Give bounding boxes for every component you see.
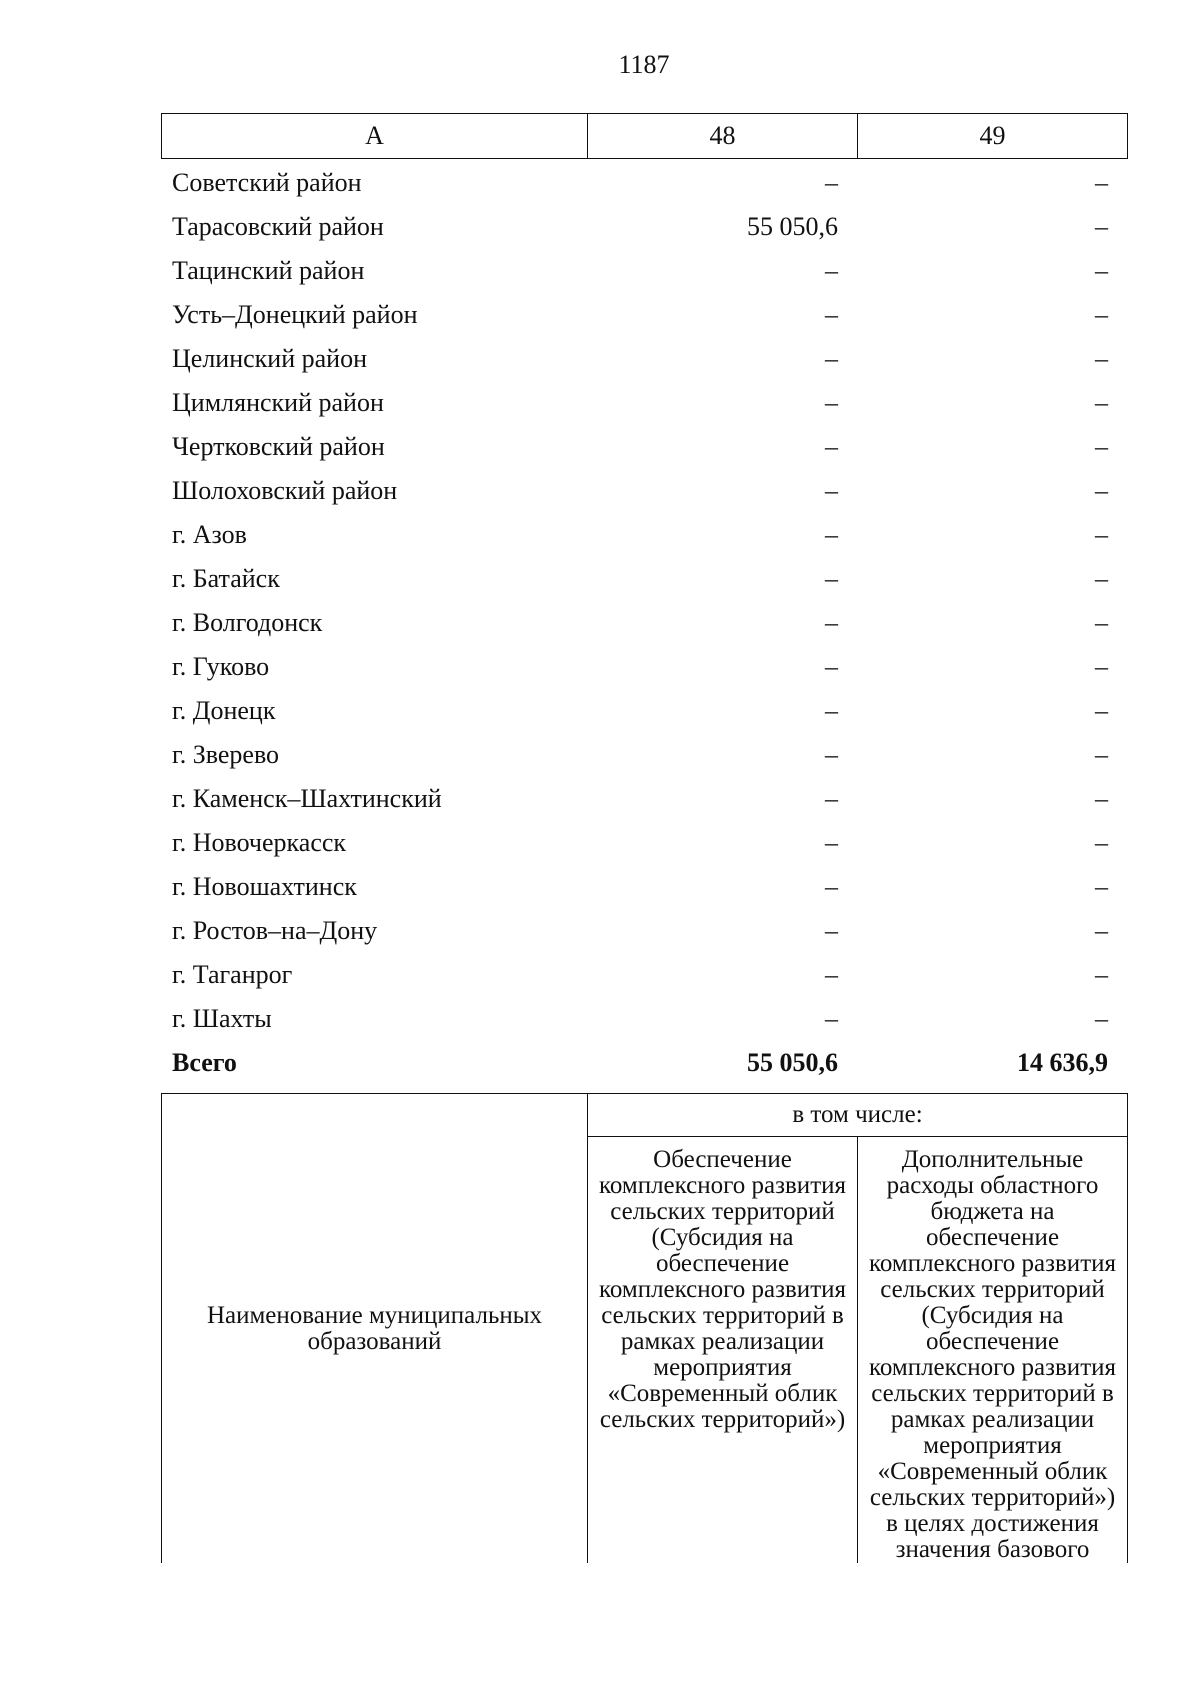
value-49: – xyxy=(1095,960,1108,989)
table-row xyxy=(161,733,1127,777)
header-col-49: 49 xyxy=(858,114,1128,159)
municipality-name: г. Зверево xyxy=(172,740,280,769)
municipality-name: Чертковский район xyxy=(172,432,385,461)
municipality-name: Целинский район xyxy=(172,344,367,373)
page-number: 1187 xyxy=(618,50,670,79)
value-49: – xyxy=(1095,916,1108,945)
value-48: – xyxy=(825,872,838,901)
value-48: – xyxy=(825,256,838,285)
column-index-header xyxy=(161,113,1128,159)
table-row xyxy=(161,205,1127,249)
municipality-name: г. Новошахтинск xyxy=(172,872,357,901)
value-49: – xyxy=(1095,520,1108,549)
table-row xyxy=(161,865,1127,909)
municipality-name: г. Ростов–на–Дону xyxy=(172,916,378,945)
value-49: – xyxy=(1095,388,1108,417)
value-49: – xyxy=(1095,564,1108,593)
table-row xyxy=(161,557,1127,601)
value-48: – xyxy=(825,300,838,329)
municipality-name: г. Батайск xyxy=(172,564,280,593)
municipality-name: Тарасовский район xyxy=(172,212,384,241)
table-row xyxy=(161,249,1127,293)
value-48: – xyxy=(825,520,838,549)
municipality-name: г. Донецк xyxy=(172,696,276,725)
value-49: – xyxy=(1095,300,1108,329)
table-row xyxy=(161,469,1127,513)
table-row xyxy=(161,821,1127,865)
value-48: – xyxy=(825,740,838,769)
value-49: – xyxy=(1095,828,1108,857)
value-48: – xyxy=(825,960,838,989)
header-municipality-name: Наименование муниципальных образований xyxy=(162,1094,588,1564)
value-48: – xyxy=(825,784,838,813)
municipality-name: Шолоховский район xyxy=(172,476,398,505)
header-col-a: А xyxy=(162,114,588,159)
municipality-name: Цимлянский район xyxy=(172,388,384,417)
value-48: – xyxy=(825,476,838,505)
value-48: – xyxy=(825,608,838,637)
municipality-name: Советский район xyxy=(172,168,362,197)
value-48: 55 050,6 xyxy=(747,212,838,241)
total-value-48: 55 050,6 xyxy=(747,1048,838,1077)
value-48: – xyxy=(825,432,838,461)
value-49: – xyxy=(1095,872,1108,901)
total-row xyxy=(161,1041,1127,1085)
table-row xyxy=(161,513,1127,557)
municipality-name: г. Азов xyxy=(172,520,247,549)
table-row xyxy=(161,953,1127,997)
table-row xyxy=(161,601,1127,645)
value-49: – xyxy=(1095,740,1108,769)
table-row xyxy=(161,909,1127,953)
table-row xyxy=(161,293,1127,337)
table-row xyxy=(161,381,1127,425)
value-49: – xyxy=(1095,344,1108,373)
municipality-name: Тацинский район xyxy=(172,256,365,285)
value-48: – xyxy=(825,916,838,945)
value-49: – xyxy=(1095,1004,1108,1033)
total-label: Всего xyxy=(172,1048,237,1077)
header-col-48: 48 xyxy=(588,114,858,159)
continuation-table-header xyxy=(161,1093,1128,1563)
municipality-name: г. Новочеркасск xyxy=(172,828,347,857)
value-49: – xyxy=(1095,256,1108,285)
table-row xyxy=(161,425,1127,469)
table-row xyxy=(161,689,1127,733)
value-49: – xyxy=(1095,608,1108,637)
municipality-name: г. Волгодонск xyxy=(172,608,323,637)
value-49: – xyxy=(1095,212,1108,241)
table-row xyxy=(161,337,1127,381)
data-table-body xyxy=(161,161,1127,1085)
header-subsidy-column: Обеспечение комплексного развития сельских территорий (Субсидия на обеспечение комплексного развития сельских территорий в рамках реализации мероприятия «Современный облик сельских территорий») xyxy=(588,1137,858,1564)
municipality-name: Усть–Донецкий район xyxy=(172,300,418,329)
table-row xyxy=(161,997,1127,1041)
value-48: – xyxy=(825,652,838,681)
value-49: – xyxy=(1095,652,1108,681)
table-row xyxy=(161,161,1127,205)
value-48: – xyxy=(825,828,838,857)
value-48: – xyxy=(825,1004,838,1033)
value-48: – xyxy=(825,388,838,417)
table-row xyxy=(161,777,1127,821)
header-additional-expenses-column: Дополнительные расходы областного бюджета на обеспечение комплексного развития сельских территорий (Субсидия на обеспечение комплексного развития сельских территорий в рамках реализации мероприятия «Современный облик сельских территорий») в целях достижения значения базового xyxy=(858,1137,1128,1564)
value-48: – xyxy=(825,168,838,197)
municipality-name: г. Каменск–Шахтинский xyxy=(172,784,442,813)
municipality-name: г. Гуково xyxy=(172,652,270,681)
value-49: – xyxy=(1095,784,1108,813)
value-48: – xyxy=(825,564,838,593)
value-49: – xyxy=(1095,696,1108,725)
value-49: – xyxy=(1095,168,1108,197)
municipality-name: г. Шахты xyxy=(172,1004,272,1033)
value-48: – xyxy=(825,344,838,373)
value-48: – xyxy=(825,696,838,725)
table-row xyxy=(161,645,1127,689)
value-49: – xyxy=(1095,432,1108,461)
municipality-name: г. Таганрог xyxy=(172,960,293,989)
value-49: – xyxy=(1095,476,1108,505)
header-including: в том числе: xyxy=(588,1094,1128,1137)
total-value-49: 14 636,9 xyxy=(1017,1048,1108,1077)
